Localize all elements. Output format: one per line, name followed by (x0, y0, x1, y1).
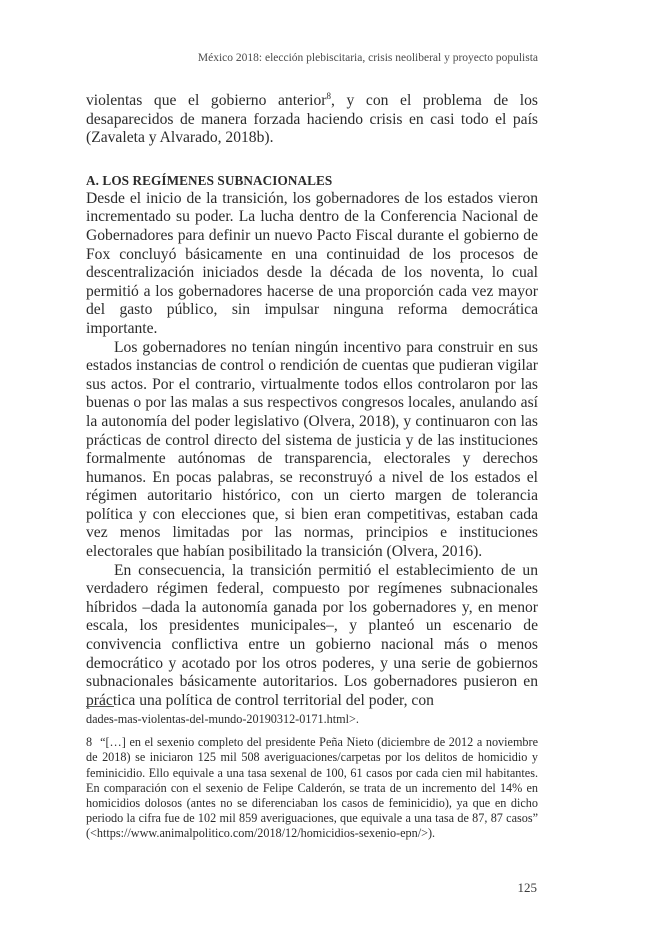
footnote-continuation: dades-mas-violentas-del-mundo-20190312-0171.html>. (86, 712, 359, 726)
section-heading: A. LOS REGÍMENES SUBNACIONALES (86, 172, 333, 188)
paragraph: Los gobernadores no tenían ningún incentivo para construir en sus estados instancias de control o rendición de cuentas que pudieran vigilar sus actos. Por el contrario, virtualmente todos ellos controlaron por las buenas o por las malas a sus respectivos congresos locales, anulando así la autonomía del poder legislativo (Olvera, 2018), y continuaron con las prácticas de control directo del sistema de justicia y de las instituciones formalmente autónomas de transparencia, electorales y derechos humanos. En pocas palabras, se reconstruyó a nivel de los estados el régimen autoritario histórico, con un cierto margen de tolerancia política y con elecciones que, si bien eran competitivas, estaban cada vez menos limitadas por las normas, principios e instituciones electorales que habían posibilitado la transición (Olvera, 2016). (86, 338, 538, 561)
main-text (86, 92, 538, 710)
footnote-divider (86, 706, 114, 707)
footnote-text: “[…] en el sexenio completo del presidente Peña Nieto (diciembre de 2012 a noviembre de 2018) se iniciaron 125 mil 508 averiguaciones/carpetas por los delitos de homicidio y feminicidio. Ello equivale a una tasa sexenal de 100, 61 casos por cada cien mil habitantes. En comparación con el sexenio de Felipe Calderón, se trata de un incremento del 14% en homicidios dolosos (antes no se diferenciaban los casos de feminicidio), ya que en dicho periodo la cifra fue de 102 mil 859 averiguaciones, que equivale a una tasa de 87, 87 casos” (<https://www.animalpolitico.com/2018/12/homicidios-sexenio-epn/>). (86, 735, 538, 841)
footnote-8 (86, 735, 538, 841)
continued-paragraph (86, 92, 538, 148)
continued-text-end: , y con el problema de los desaparecidos de manera forzada haciendo crisis en casi todo el país (Zavaleta y Alvarado, 2018b). (86, 92, 538, 147)
paragraph: Desde el inicio de la transición, los gobernadores de los estados vieron incrementado su poder. La lucha dentro de la Conferencia Nacional de Gobernadores para definir un nuevo Pacto Fiscal durante el gobierno de Fox concluyó básicamente en una continuidad de los procesos de descentralización iniciados desde la década de los noventa, lo cual permitió a los gobernadores hacerse de una proporción cada vez mayor del gasto público, sin impulsar ninguna reforma democrática importante. (86, 189, 538, 337)
footnote-number: 8 (86, 735, 93, 750)
running-head: México 2018: elección plebiscitaria, crisis neoliberal y proyecto populista (197, 52, 538, 64)
footnote-ref-8[interactable]: 8 (326, 90, 331, 101)
continued-text-start: violentas que el gobierno anterior (86, 92, 327, 109)
footnotes (86, 712, 538, 842)
paragraph: En consecuencia, la transición permitió el establecimiento de un verdadero régimen federal, compuesto por regímenes subnacionales híbridos –dada la autonomía ganada por los gobernadores y, en menor escala, los presidentes municipales–, y planteó un escenario de convivencia conflictiva entre un gobierno nacional más o menos democrático y acotado por los otros poderes, y una serie de gobiernos subnacionales básicamente autoritarios. Los gobernadores pusieron en práctica una política de control territorial del poder, con (86, 561, 538, 709)
page-number: 125 (517, 880, 537, 895)
